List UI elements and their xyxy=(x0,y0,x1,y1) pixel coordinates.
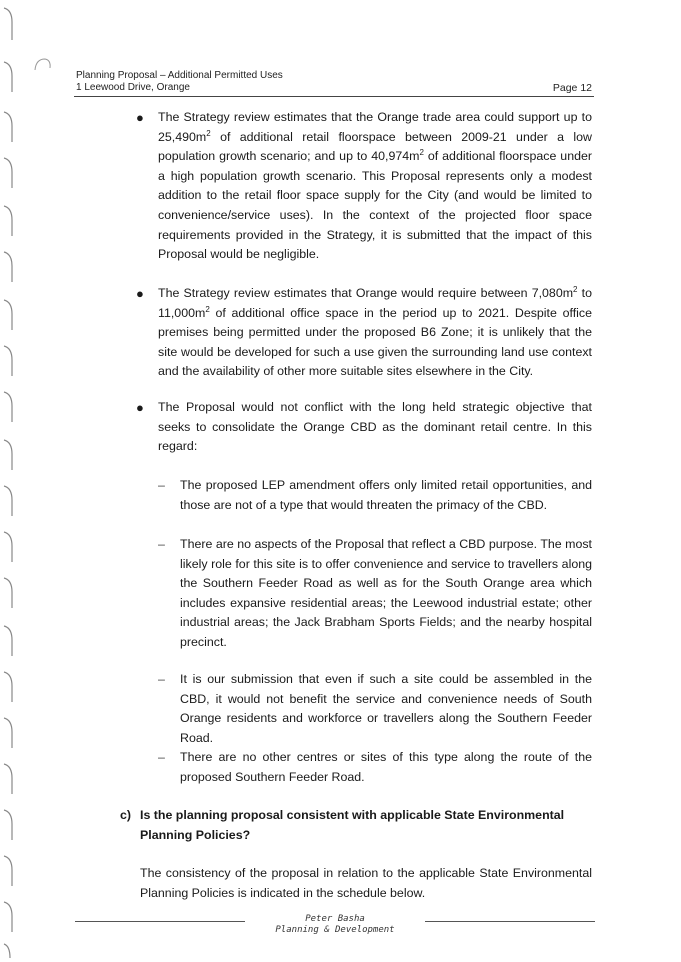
bullet-dot-icon: ● xyxy=(136,286,144,301)
bullet-text: of additional floorspace under a high population growth scenario. This Proposal represents only a modest addition to the retail floor space supply for the City (and would be limited to convenience/service uses). In the context of the projected floor space requirements provided in the Strategy, it is submitted that the impact of this Proposal would be negligible. xyxy=(158,149,592,262)
header-address: 1 Leewood Drive, Orange xyxy=(76,82,190,93)
bullet-text: The Proposal would not conflict with the long held strategic objective that seeks to consolidate the Orange CBD as the dominant retail centre. In this regard: xyxy=(158,400,592,454)
bullet-text: to 11,000m xyxy=(158,286,592,320)
bullet-text: of additional retail floorspace between 2009-21 under a low population growth scenario; and up to 40,974m xyxy=(158,129,592,164)
page-number: Page 12 xyxy=(552,82,592,94)
bullet-cbd-objective xyxy=(136,398,592,457)
dash-item xyxy=(158,535,592,653)
dash-item-text: There are no aspects of the Proposal that reflect a CBD purpose. The most likely role for this site is to offer convenience and service to travellers along the Southern Feeder Road as well as for the South Orange area which includes expansive residential areas; the Leewood industrial estate; other industrial areas; the Jack Brabham Sports Fields; and the nearby hospital precinct. xyxy=(180,537,592,649)
page-header xyxy=(76,70,592,94)
dash-item-text: It is our submission that even if such a site could be assembled in the CBD, it would not benefit the service and convenience needs of South Orange residents and workforce or travellers along the Southern Feeder Road. xyxy=(180,672,592,745)
bullet-dot-icon: ● xyxy=(136,110,144,125)
dash-icon: – xyxy=(158,750,165,764)
superscript: 2 xyxy=(419,148,424,158)
question-text: Is the planning proposal consistent with applicable State Environmental Planning Policies? xyxy=(140,808,565,842)
header-rule xyxy=(74,96,594,97)
dash-item xyxy=(158,748,592,787)
bullet-text: The Strategy review estimates that Orange would require between 7,080m xyxy=(158,286,574,300)
bullet-retail-floorspace xyxy=(136,108,592,265)
bullet-dot-icon: ● xyxy=(136,400,144,415)
superscript: 2 xyxy=(205,304,210,314)
binder-edge-marks xyxy=(0,0,20,962)
bullet-text: The Strategy review estimates that the Orange trade area could support up to 25,490m xyxy=(158,110,592,144)
dash-icon: – xyxy=(158,537,165,551)
dash-item-text: The proposed LEP amendment offers only limited retail opportunities, and those are not of a type that would threaten the primacy of the CBD. xyxy=(180,478,592,512)
header-title: Planning Proposal – Additional Permitted Uses xyxy=(76,70,283,81)
dash-item xyxy=(158,670,592,748)
dash-item-text: There are no other centres or sites of this type along the route of the proposed Southern Feeder Road. xyxy=(180,750,592,784)
footer-company: Peter Basha xyxy=(305,914,365,924)
dash-item xyxy=(158,476,592,515)
page-footer xyxy=(250,914,420,936)
footer-rule-left xyxy=(75,921,245,922)
bullet-text: of additional office space in the period up to 2021. Despite office premises being permitted under the proposed B6 Zone; it is unlikely that the site would be developed for such a use given the surrounding land use context and the availability of other more suitable sites elsewhere in the City. xyxy=(158,305,592,379)
closing-paragraph: The consistency of the proposal in relation to the applicable State Environmental Planning Policies is indicated in the schedule below. xyxy=(140,866,592,900)
dash-icon: – xyxy=(158,672,165,686)
footer-tagline: Planning & Development xyxy=(275,925,395,935)
footer-rule-right xyxy=(425,921,595,922)
punch-hole-mark xyxy=(32,56,52,76)
superscript: 2 xyxy=(206,128,211,138)
superscript: 2 xyxy=(573,284,578,294)
bullet-office-space xyxy=(136,284,592,382)
dash-icon: – xyxy=(158,478,165,492)
question-label: c) xyxy=(120,808,132,822)
